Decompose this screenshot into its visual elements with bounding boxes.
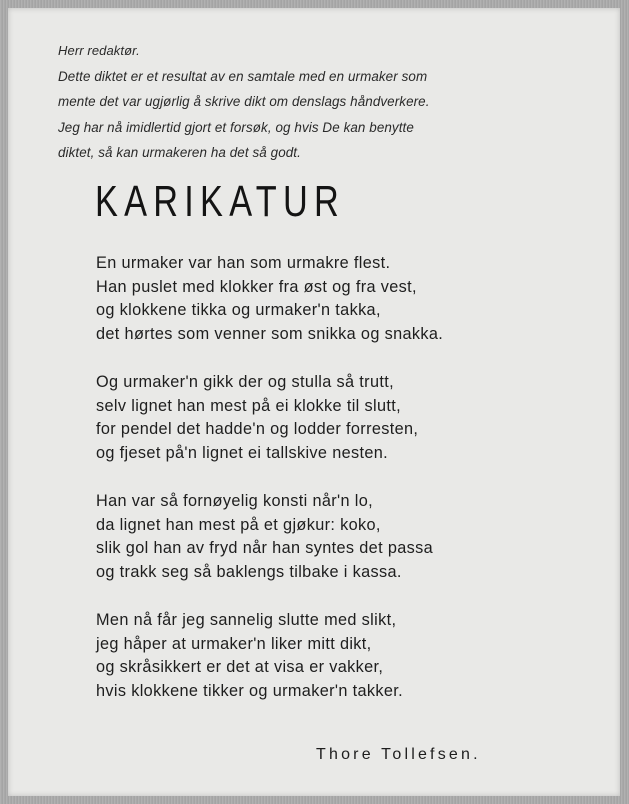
editor-note — [58, 38, 578, 166]
stanza — [96, 371, 576, 465]
verse-line: jeg håper at urmaker'n liker mitt dikt, — [96, 634, 372, 653]
verse-line: selv lignet han mest på ei klokke til slutt, — [96, 396, 401, 415]
verse-line: Han var så fornøyelig konsti når'n lo, — [96, 492, 374, 510]
stanza — [96, 252, 576, 346]
editor-note-line: Herr redaktør. — [58, 43, 140, 58]
verse-line: det hørtes som venner som snikka og snakka. — [96, 324, 444, 343]
verse-line: Men nå får jeg sannelig slutte med slikt, — [96, 611, 397, 629]
verse-line: og fjeset på'n lignet ei tallskive nesten. — [96, 443, 389, 462]
verse-line: da lignet han mest på et gjøkur: koko, — [96, 515, 381, 534]
verse-line: Han puslet med klokker fra øst og fra vest, — [96, 277, 417, 296]
verse-line: og trakk seg så baklengs tilbake i kassa. — [96, 562, 402, 581]
editor-note-line: mente det var ugjørlig å skrive dikt om denslags håndverkere. — [58, 94, 430, 109]
verse-line: og skråsikkert er det at visa er vakker, — [96, 658, 384, 676]
editor-note-line: Jeg har nå imidlertid gjort et forsøk, og hvis De kan benytte — [58, 119, 414, 135]
editor-note-line: diktet, så kan urmakeren ha det så godt. — [58, 145, 301, 160]
verse-line: hvis klokkene tikker og urmaker'n takker. — [96, 681, 404, 700]
poem-body — [96, 252, 576, 728]
verse-line: for pendel det hadde'n og lodder forresten, — [96, 420, 419, 438]
verse-line: Og urmaker'n gikk der og stulla så trutt, — [96, 373, 394, 391]
editor-note-line: Dette diktet er et resultat av en samtale med en urmaker som — [58, 68, 428, 84]
verse-line: En urmaker var han som urmakre flest. — [96, 254, 391, 272]
poem-title: KARIKATUR — [95, 177, 346, 226]
verse-line: slik gol han av fryd når han syntes det passa — [96, 539, 434, 557]
verse-line: og klokkene tikka og urmaker'n takka, — [96, 301, 381, 319]
stanza — [96, 490, 576, 584]
author-signature: Thore Tollefsen. — [316, 746, 481, 763]
stanza — [96, 609, 576, 703]
